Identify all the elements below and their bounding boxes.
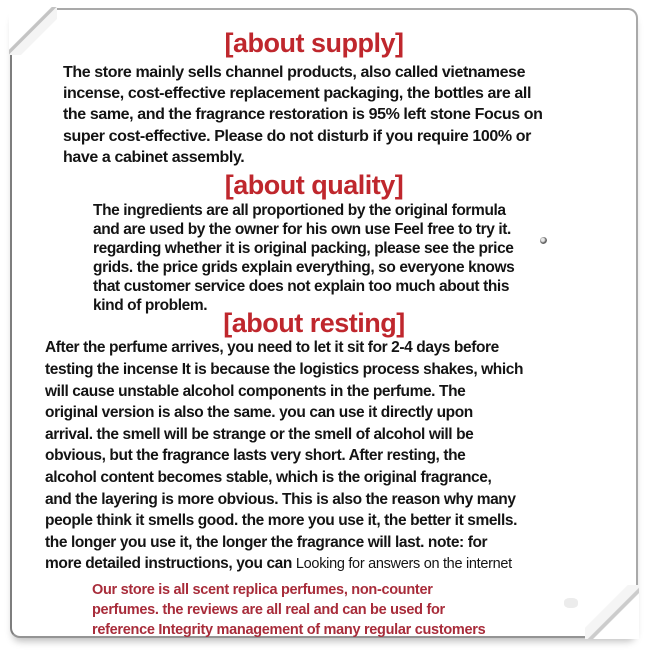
resting-body-text: After the perfume arrives, you need to let it sit for 2-4 days before testing the incense It is because the logistics process shakes, which will cause unstable alcohol components in the perfume. The original version is also the same. you can use it directly upon arrival. the smell will be strange or the smell of alcohol will be obvious, but the fragrance lasts very short. After resting, the alcohol content becomes stable, which is the original fragrance, and the layering is more obvious. This is also the reason why many people think it smells good. the more you use it, the better it smells. the longer you use it, the longer the fragrance will last. note: for more detailed instructions, you can (45, 339, 524, 573)
section-body-supply: The store mainly sells channel products, also called vietnamese incense, cost-effective replacement packaging, the bottles are all the same, and the fragrance restoration is 95% left stone Focus on super cost-effective. Please do not disturb if you require 100% or have a cabinet assembly. (63, 64, 543, 166)
description-content (12, 10, 636, 640)
resting-body-suffix: Looking for answers on the internet (295, 556, 512, 573)
section-heading-quality: [about quality] (224, 170, 404, 201)
store-footer-note: Our store is all scent replica perfumes, non-counter perfumes. the reviews are all real and can be used for reference Integrity management of many regular customers (92, 581, 486, 638)
photo-smudge-icon (564, 598, 578, 608)
section-body-quality: The ingredients are all proportioned by the original formula and are used by the owner for his own use Feel free to try it. regarding whether it is original packing, please see the price grids. the price grids explain everything, so everyone knows that customer service does not explain too much about this kind of problem. (93, 202, 515, 314)
section-heading-supply: [about supply] (224, 28, 404, 58)
product-description-page (10, 8, 638, 638)
section-heading-resting: [about resting] (223, 308, 405, 339)
section-body-resting (45, 337, 630, 576)
photo-speck-icon (540, 237, 547, 244)
